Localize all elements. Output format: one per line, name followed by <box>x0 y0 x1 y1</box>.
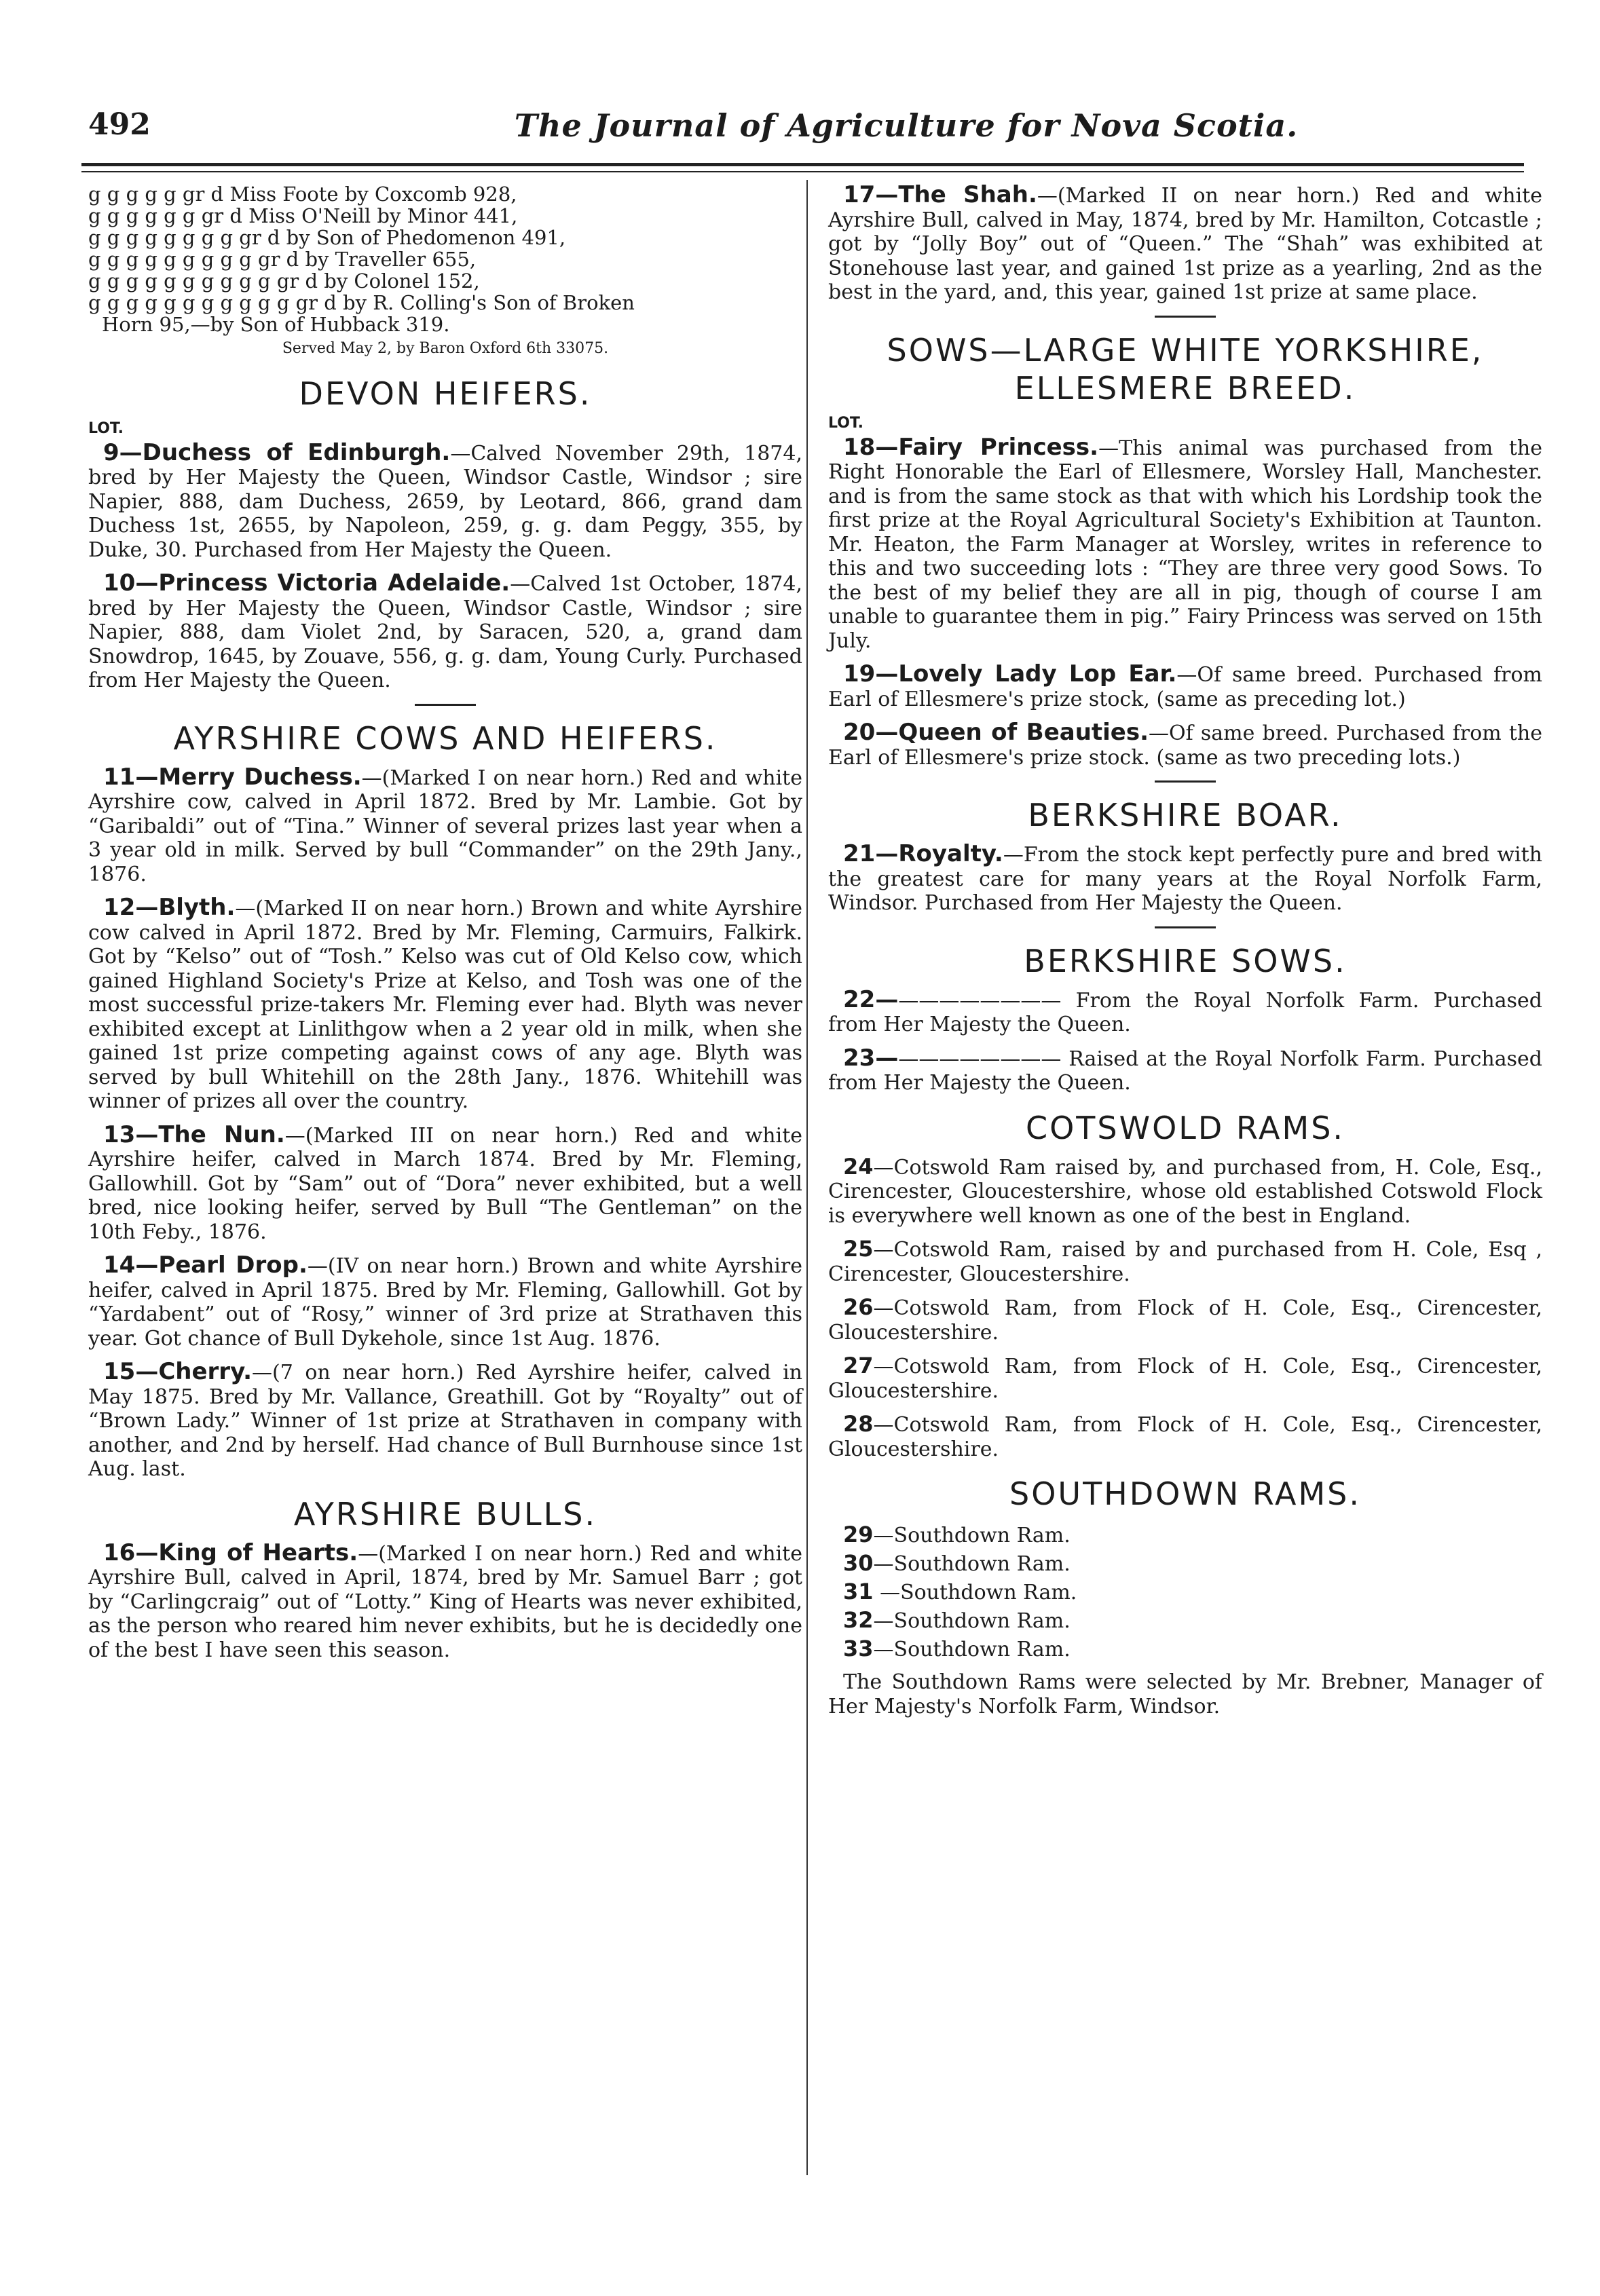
lot-number: 33 <box>843 1636 874 1661</box>
pedigree-line: g g g g g g gr d Miss O'Neill by Minor 441, <box>88 204 518 227</box>
lot-number: 30 <box>843 1550 874 1576</box>
lot-label: LOT. <box>828 414 863 432</box>
lot-name: 12—Blyth. <box>103 894 236 921</box>
section-heading-devon-heifers: DEVON HEIFERS. <box>299 375 592 412</box>
pedigree-line: Horn 95,—by Son of Hubback 319. <box>102 313 450 336</box>
lot-description: —(IV on near horn.) Brown and white Ayrshire heifer, calved in April 1875. Bred by Mr. Fleming, Gallowhill. Got by “Yardabent” out of “Rosy,” winner of 3rd prize at Strathaven this year. Got chance of Bull Dykehole, since 1st Aug. 1876. <box>88 1254 802 1351</box>
southdown-list <box>843 1521 1542 1663</box>
section-heading-berkshire-boar: BERKSHIRE BOAR. <box>1028 797 1343 833</box>
pedigree-line: g g g g g g g g g gr d by Traveller 655, <box>88 248 477 271</box>
pedigree-line: g g g g g g g g gr d by Son of Phedomenon 491, <box>88 226 566 249</box>
lot-entry-12 <box>88 896 802 1114</box>
column-separator <box>806 180 808 2175</box>
section-divider <box>1155 316 1216 318</box>
lot-entry-26 <box>828 1296 1542 1344</box>
lot-name: 11—Merry Duchess. <box>103 763 362 791</box>
section-divider <box>1155 780 1216 783</box>
lot-entry-14 <box>88 1251 802 1351</box>
lot-description: —Southdown Ram. <box>873 1552 1071 1576</box>
lot-description: —Cotswold Ram, from Flock of H. Cole, Esq., Cirencester, Gloucestershire. <box>828 1296 1542 1344</box>
lot-description: —Cotswold Ram, raised by and purchased from H. Cole, Esq , Cirencester, Gloucestershire. <box>828 1238 1542 1286</box>
lot-entry-24 <box>828 1155 1542 1228</box>
section-divider <box>1155 926 1216 928</box>
lot-entry-25 <box>828 1237 1542 1286</box>
lot-description: —Cotswold Ram, from Flock of H. Cole, Esq., Cirencester, Gloucestershire. <box>828 1413 1542 1461</box>
lot-name: 22— <box>843 985 899 1013</box>
lot-description: —Calved November 29th, 1874, bred by Her Majesty the Queen, Windsor Castle, Windsor ; sire Napier, 888, dam Duchess, 2659, by Leotard, 866, grand dam Duchess 1st, 2655, by Napoleon, 259, g. g. dam Peggy, 355, by Duke, 30. Purchased from Her Majesty the Queen. <box>88 441 802 562</box>
lot-entry-19 <box>828 662 1542 711</box>
lot-description: —(7 on near horn.) Red Ayrshire heifer, calved in May 1875. Bred by Mr. Vallance, Greathill. Got by “Royalty” out of “Brown Lady.” Winner of 1st prize at Strathaven in company with another, and 2nd by herself. Had chance of Bull Burnhouse since 1st Aug. last. <box>88 1361 802 1481</box>
lot-name: 9—Duchess of Edinburgh. <box>103 438 451 466</box>
lot-description: —(Marked II on near horn.) Red and white Ayrshire Bull, calved in May, 1874, bred by Mr. Hamilton, Cotcastle ; got by “Jolly Boy” out of “Queen.” The “Shah” was exhibited at Stonehouse last year, and gained 1st prize as a yearling, 2nd as the best in the yard, and, this year, gained 1st prize at same place. <box>828 184 1542 304</box>
lot-description: —Calved 1st October, 1874, bred by Her Majesty the Queen, Windsor Castle, Windsor ; sire Napier, 888, dam Violet 2nd, by Saracen, 520, a, grand dam Snowdrop, 1645, by Zouave, 556, g. g. dam, Young Curly. Purchased from Her Majesty the Queen. <box>88 572 802 692</box>
lot-entry-18 <box>828 433 1542 654</box>
lot-name: 15—Cherry. <box>103 1358 253 1385</box>
lot-description: —From the stock kept perfectly pure and bred with the greatest care for many years at the Royal Norfolk Farm, Windsor. Purchased from Her Majesty the Queen. <box>828 843 1542 915</box>
lot-description: —This animal was purchased from the Right Honorable the Earl of Ellesmere, Worsley Hall, Manchester. and is from the same stock as that with which his Lordship took the first prize at the Royal Agricultural Society's Exhibition at Taunton. Mr. Heaton, the Farm Manager at Worsley, writes in reference to this and two succeeding lots : “They are three very good Sows. To the best of my belief they are all in pig, though of course I am unable to guarantee them in pig.” Fairy Princess was served on 15th July. <box>828 436 1542 653</box>
lot-description: —Cotswold Ram, from Flock of H. Cole, Esq., Cirencester, Gloucestershire. <box>828 1355 1542 1403</box>
lot-name: 17—The Shah. <box>843 181 1037 208</box>
lot-entry-13 <box>88 1123 802 1245</box>
lot-name: 13—The Nun. <box>103 1121 285 1148</box>
page-number: 492 <box>88 107 151 142</box>
lot-entry-16 <box>88 1541 802 1663</box>
pedigree-line: g g g g g g g g g g g gr d by R. Colling's Son of Broken <box>88 291 635 314</box>
lot-number: 27 <box>843 1353 874 1378</box>
lot-name: 20—Queen of Beauties. <box>843 719 1149 746</box>
lot-label: LOT. <box>88 419 124 437</box>
lot-description: —(Marked II on near horn.) Brown and white Ayrshire cow calved in April 1872. Bred by Mr. Fleming, Carmuirs, Falkirk. Got by “Kelso” out of “Tosh.” Kelso was cut of Old Kelso cow, which gained Highland Society's Prize at Kelso, and Tosh was one of the most successful prize-takers Mr. Fleming ever had. Blyth was never exhibited except at Linlithgow when a 2 year old in milk, when she gained 1st prize competing against cows of any age. Blyth was served by bull Whitehill on the 28th Jany., 1876. Whitehill was winner of prizes all over the country. <box>88 897 802 1113</box>
lot-description: —Of same breed. Purchased from Earl of Ellesmere's prize stock, (same as preceding lot.) <box>828 663 1542 711</box>
list-item <box>843 1606 1542 1635</box>
page-header <box>88 107 1521 155</box>
lot-number: 24 <box>843 1153 874 1180</box>
lot-name: 19—Lovely Lady Lop Ear. <box>843 660 1177 688</box>
lot-description: —(Marked I on near horn.) Red and white Ayrshire Bull, calved in April, 1874, bred by Mr. Samuel Barr ; got by “Carlingcraig” out of “Lotty.” King of Hearts was never exhibited, as the person who reared him never exhibits, but he is decidedly one of the best I have seen this season. <box>88 1541 802 1662</box>
list-item <box>843 1635 1542 1663</box>
lot-description: —(Marked I on near horn.) Red and white Ayrshire cow, calved in April 1872. Bred by Mr. Lambie. Got by “Garibaldi” out of “Tina.” Winner of several prizes last year when a 3 year old in milk. Served by bull “Commander” on the 29th Jany., 1876. <box>88 766 802 886</box>
lot-description: —(Marked III on near horn.) Red and white Ayrshire heifer, calved in March 1874. Bred by Mr. Fleming, Gallowhill. Got by “Sam” out of “Dora” never exhibited, but a well bred, nice looking heifer, served by Bull “The Gentleman” on the 10th Feby., 1876. <box>88 1123 803 1244</box>
lot-description: —Cotswold Ram raised by, and purchased from, H. Cole, Esq., Cirencester, Gloucestershire, whose old established Cotswold Flock is everywhere well known as one of the best in England. <box>828 1155 1542 1228</box>
lot-number: 31 <box>843 1579 874 1604</box>
lot-name: 16—King of Hearts. <box>103 1539 358 1566</box>
lot-number: 28 <box>843 1411 874 1437</box>
pedigree-line: g g g g g g g g g g gr d by Colonel 152, <box>88 269 480 293</box>
lot-entry-27 <box>828 1354 1542 1403</box>
section-heading-cotswold-rams: COTSWOLD RAMS. <box>1025 1109 1345 1146</box>
lot-entry-15 <box>88 1360 802 1482</box>
pedigree-line: g g g g g gr d Miss Foote by Coxcomb 928, <box>88 183 517 206</box>
lot-entry-11 <box>88 763 802 887</box>
list-item <box>843 1521 1542 1549</box>
section-heading-ayrshire-cows: AYRSHIRE COWS AND HEIFERS. <box>173 719 718 757</box>
closing-note: The Southdown Rams were selected by Mr. Brebner, Manager of Her Majesty's Norfolk Farm, Windsor. <box>828 1670 1542 1718</box>
lot-entry-23 <box>828 1044 1542 1095</box>
lot-description: —Of same breed. Purchased from the Earl of Ellesmere's prize stock. (same as two preceding lots.) <box>828 721 1542 770</box>
section-heading-southdown-rams: SOUTHDOWN RAMS. <box>1009 1475 1361 1512</box>
lot-name: 14—Pearl Drop. <box>103 1251 308 1279</box>
lot-number: 26 <box>843 1294 874 1320</box>
lot-description: —Southdown Ram. <box>873 1581 1077 1604</box>
lot-entry-10 <box>88 571 802 693</box>
lot-name: 10—Princess Victoria Adelaide. <box>103 569 510 597</box>
section-divider <box>415 704 476 706</box>
lot-entry-22 <box>828 985 1542 1037</box>
right-column <box>828 183 1542 1739</box>
served-note: Served May 2, by Baron Oxford 6th 33075. <box>282 340 609 357</box>
lot-entry-9 <box>88 438 802 563</box>
header-rule-thick <box>81 163 1524 166</box>
lot-description: ———————— Raised at the Royal Norfolk Farm. Purchased from Her Majesty the Queen. <box>828 1047 1542 1095</box>
lot-name: 23— <box>843 1044 899 1072</box>
lot-name: 18—Fairy Princess. <box>843 433 1099 461</box>
lot-number: 25 <box>843 1236 874 1262</box>
section-heading-yorkshire-sows: SOWS—LARGE WHITE YORKSHIRE, ELLESMERE BREED. <box>887 331 1484 407</box>
section-heading-ayrshire-bulls: AYRSHIRE BULLS. <box>293 1495 597 1532</box>
running-title: The Journal of Agriculture for Nova Scotia. <box>514 107 1299 144</box>
list-item <box>843 1549 1542 1578</box>
lot-description: —Southdown Ram. <box>873 1609 1071 1633</box>
header-rule-thin <box>81 171 1524 172</box>
list-item <box>843 1578 1542 1606</box>
lot-name: 21—Royalty. <box>843 840 1003 867</box>
lot-entry-28 <box>828 1412 1542 1461</box>
lot-number: 32 <box>843 1607 874 1633</box>
lot-entry-20 <box>828 721 1542 770</box>
lot-description: —Southdown Ram. <box>873 1524 1071 1547</box>
left-column <box>88 183 802 1672</box>
lot-description: —Southdown Ram. <box>873 1638 1071 1661</box>
section-heading-berkshire-sows: BERKSHIRE SOWS. <box>1024 942 1347 979</box>
lot-entry-21 <box>828 842 1542 916</box>
lot-description: ———————— From the Royal Norfolk Farm. Purchased from Her Majesty the Queen. <box>828 988 1542 1036</box>
lot-entry-17 <box>828 183 1542 305</box>
lot-number: 29 <box>843 1522 874 1547</box>
